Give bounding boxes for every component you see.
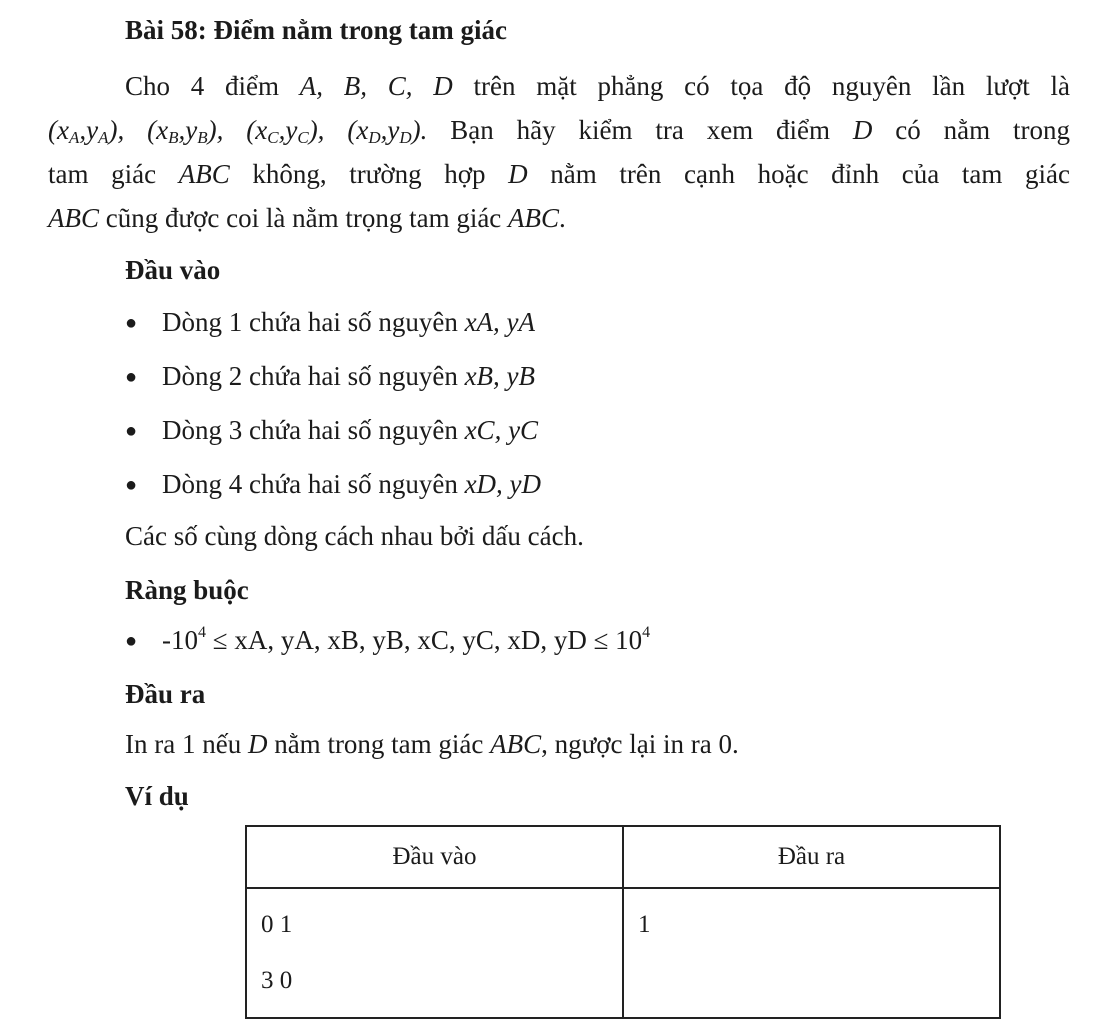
problem-statement bbox=[48, 64, 1070, 240]
bullet-dot-icon: ● bbox=[125, 474, 138, 496]
input-bullet-1: ● Dòng 1 chứa hai số nguyên xA, yA bbox=[125, 304, 535, 341]
input-bullet-2: ● Dòng 2 chứa hai số nguyên xB, yB bbox=[125, 358, 535, 395]
constraint-bullet: ● $-10^4$ ≤ xA, yA, xB, yB, xC, yC, xD, yD ≤ $10^4$ bbox=[125, 622, 650, 659]
example-input-cell bbox=[246, 888, 623, 1018]
bullet-dot-icon: ● bbox=[125, 366, 138, 388]
input-line: 3 0 bbox=[261, 967, 293, 994]
bullet-dot-icon: ● bbox=[125, 312, 138, 334]
table-header-row bbox=[246, 826, 1000, 888]
example-heading: Ví dụ bbox=[125, 781, 189, 811]
example-table bbox=[245, 825, 1001, 1019]
col-header-output: Đầu ra bbox=[623, 826, 1000, 888]
statement-line-3: tam giác ABC không, trường hợp D nằm trên cạnh hoặc đỉnh của tam giác bbox=[48, 159, 1070, 189]
output-heading: Đầu ra bbox=[125, 679, 206, 709]
statement-line-4: ABC cũng được coi là nằm trọng tam giác ABC. bbox=[48, 203, 566, 233]
input-heading: Đầu vào bbox=[125, 255, 221, 285]
input-line: 0 1 bbox=[261, 911, 293, 938]
input-note: Các số cùng dòng cách nhau bởi dấu cách. bbox=[125, 521, 584, 551]
statement-line-1: Cho 4 điểm A, B, C, D trên mặt phẳng có tọa độ nguyên lần lượt là bbox=[125, 71, 1070, 101]
input-bullet-4: ● Dòng 4 chứa hai số nguyên xD, yD bbox=[125, 466, 541, 503]
col-header-input: Đầu vào bbox=[246, 826, 623, 888]
output-description: In ra 1 nếu D nằm trong tam giác ABC, ngược lại in ra 0. bbox=[125, 729, 739, 759]
output-line: 1 bbox=[638, 911, 651, 938]
bullet-dot-icon: ● bbox=[125, 630, 138, 652]
input-bullet-3: ● Dòng 3 chứa hai số nguyên xC, yC bbox=[125, 412, 538, 449]
example-output-cell bbox=[623, 888, 1000, 1018]
bullet-dot-icon: ● bbox=[125, 420, 138, 442]
statement-line-2: $(x_A,y_A)$, $(x_B,y_B)$, $(x_C,y_C)$, $(x_D,y_D)$. Bạn hãy kiểm tra xem điểm D có nằm trong bbox=[48, 115, 1071, 147]
table-row bbox=[246, 888, 1000, 1018]
constraints-heading: Ràng buộc bbox=[125, 575, 249, 605]
problem-title: Bài 58: Điểm nằm trong tam giác bbox=[125, 15, 507, 45]
